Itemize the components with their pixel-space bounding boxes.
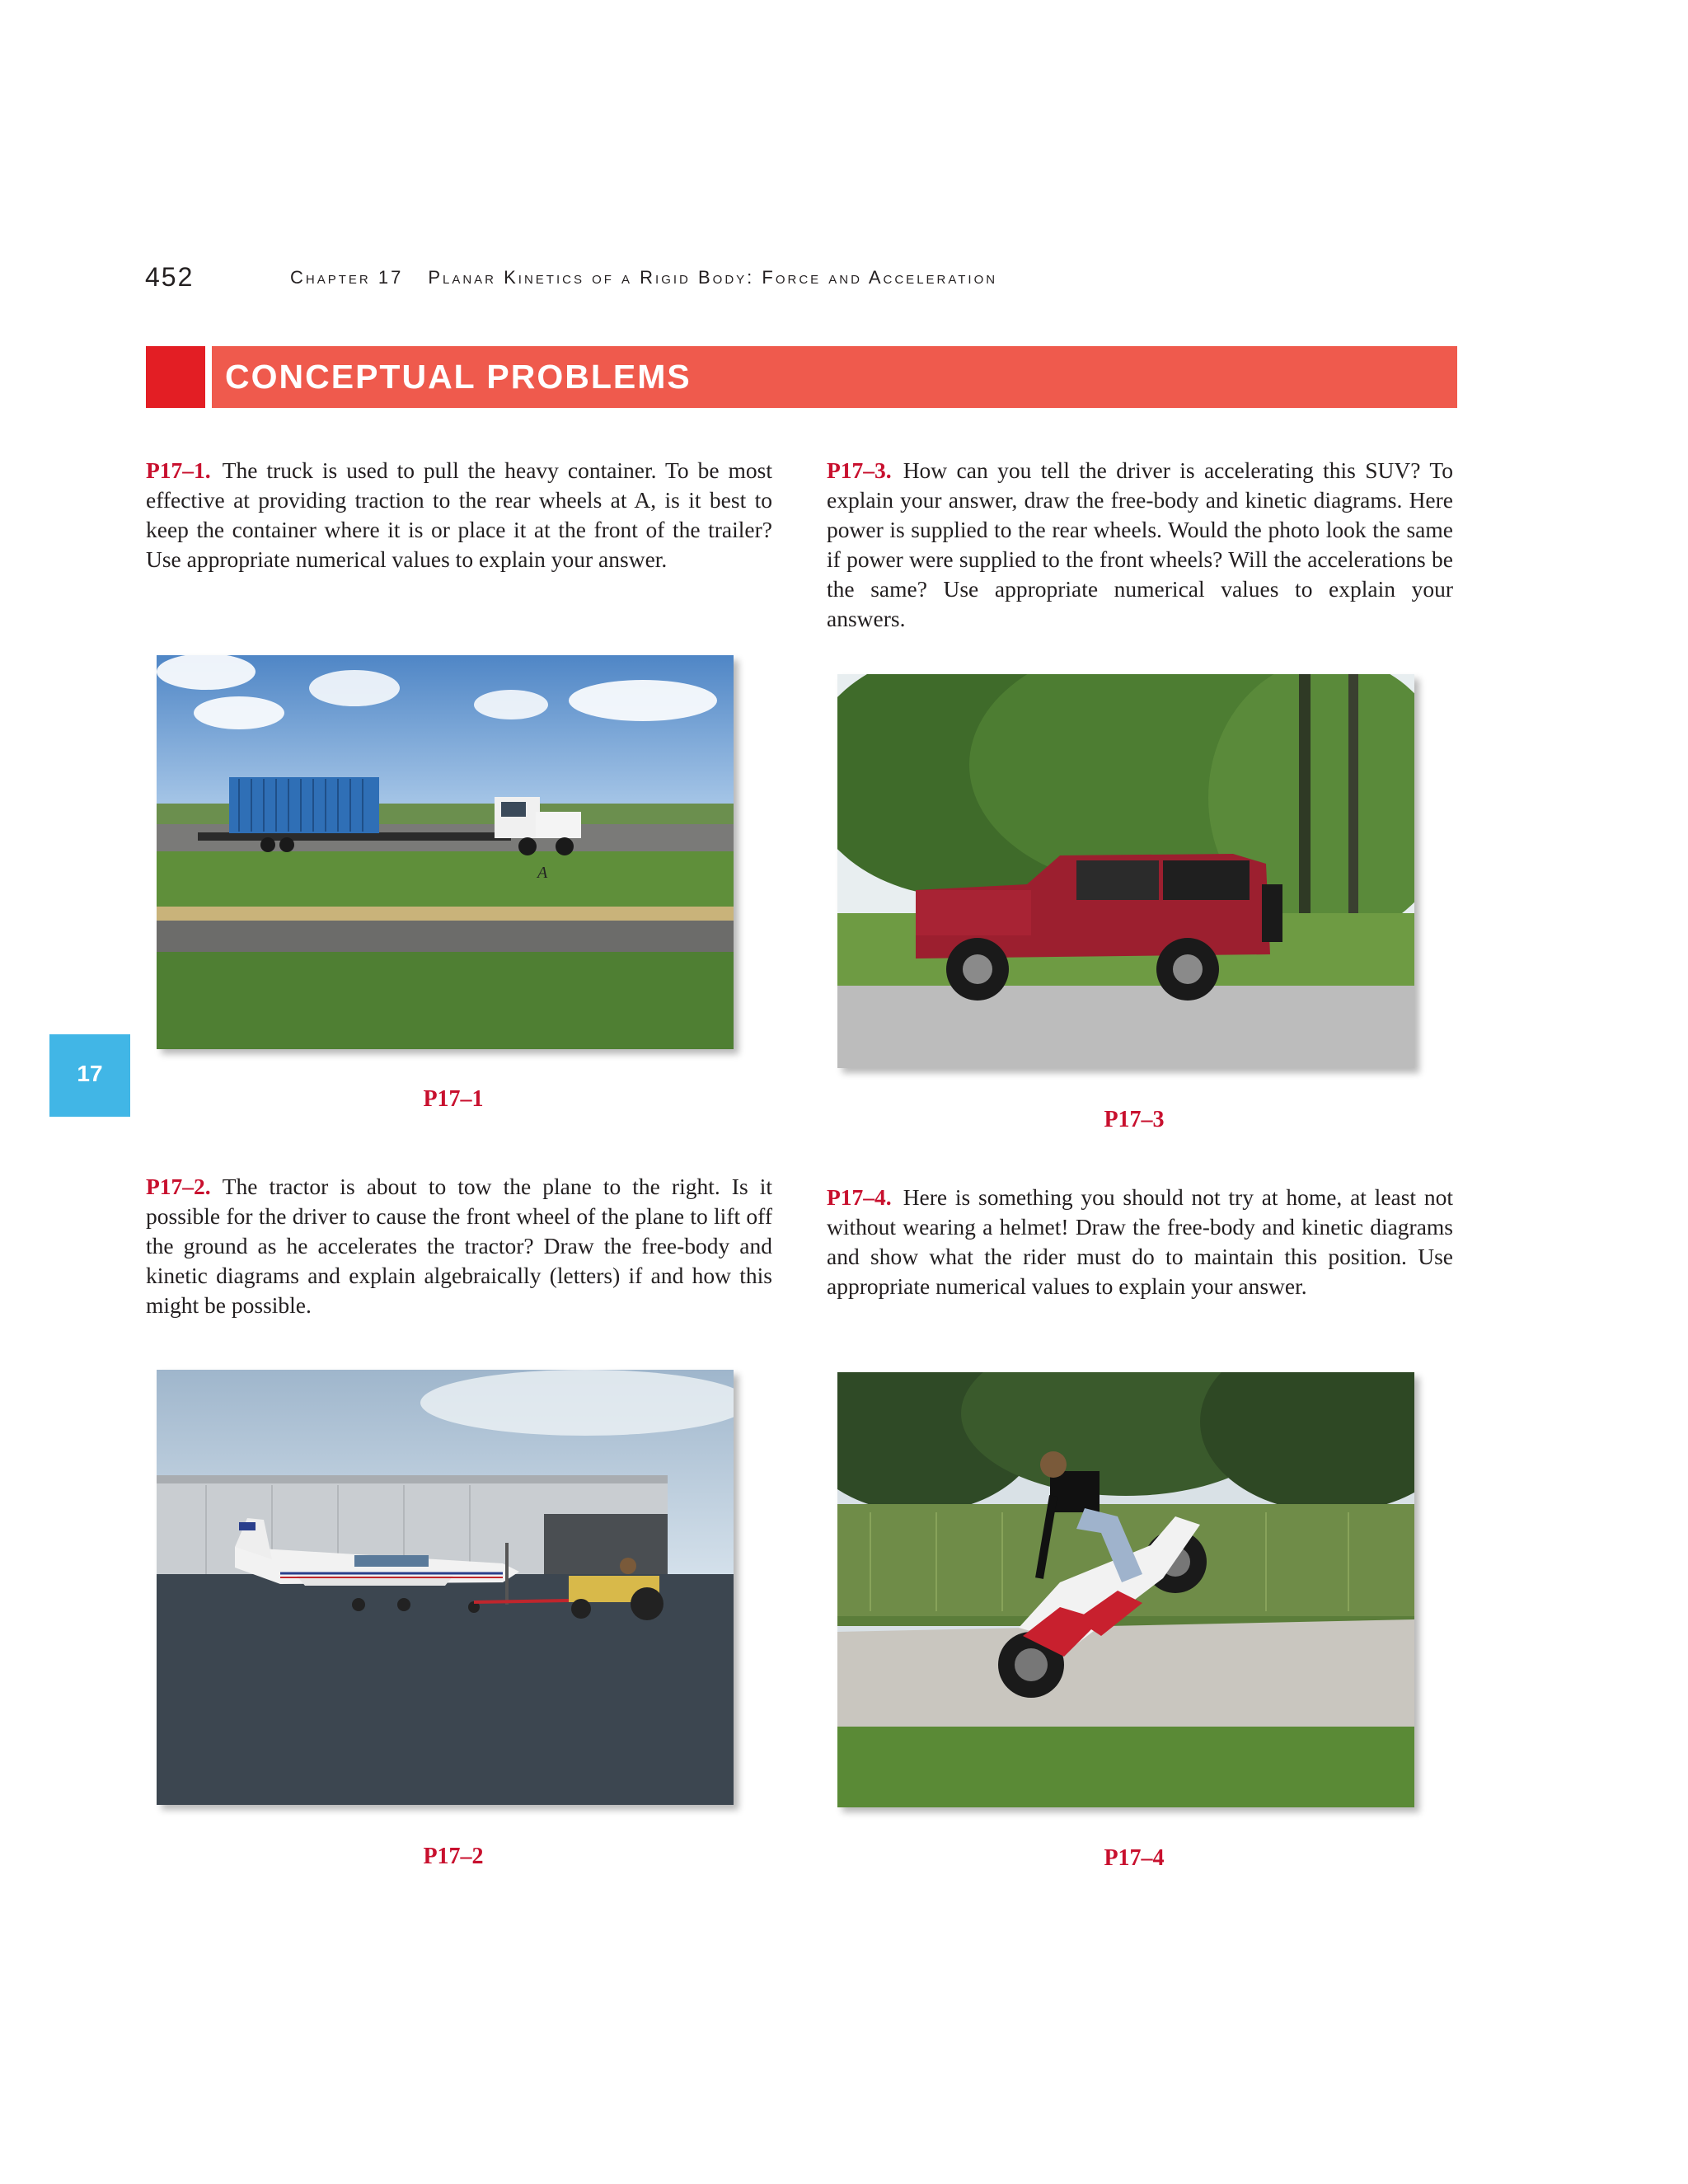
figure-caption: P17–2: [423, 1844, 484, 1869]
problem-p17-2: [146, 1172, 772, 1320]
plane-photo-illustration: [157, 1370, 734, 1805]
photo-truck-container: [157, 655, 734, 1049]
problem-p17-1: [146, 456, 772, 574]
truck-photo-illustration: [157, 655, 734, 1049]
photo-motorcycle: [837, 1372, 1414, 1807]
problem-text: Here is something you should not try at home, at least not without wearing a helmet! Draw the free-body and kinetic diagrams and show what the rider must do to maintain this position. Use appropriate numerical values to explain your answer.: [827, 1184, 1453, 1299]
problem-id: P17–3.: [827, 457, 892, 483]
chapter-label: Chapter 17: [290, 267, 404, 288]
chapter-tab: [49, 1034, 130, 1117]
problem-id: P17–1.: [146, 457, 211, 483]
section-title: CONCEPTUAL PROBLEMS: [225, 358, 692, 396]
chapter-name: Planar Kinetics of a Rigid Body: Force and Acceleration: [428, 267, 998, 288]
photo-tractor-plane: [157, 1370, 734, 1805]
problem-text: How can you tell the driver is accelerating this SUV? To explain your answer, draw the free-body and kinetic diagrams. Here power is supplied to the rear wheels. Would the photo look the same if power were supplied to the front wheels? Will the accelerations be the same? Use appropriate numerical values to explain your answers.: [827, 457, 1453, 631]
photo-suv: [837, 674, 1414, 1068]
section-banner: [146, 346, 1457, 408]
problem-id: P17–4.: [827, 1184, 892, 1210]
running-head: [145, 262, 1464, 295]
problem-p17-3: [827, 456, 1453, 634]
suv-photo-illustration: [837, 674, 1414, 1068]
figure-caption: P17–4: [1104, 1845, 1165, 1871]
figure-caption: P17–3: [1104, 1107, 1165, 1132]
problem-id: P17–2.: [146, 1174, 211, 1199]
chapter-title: [290, 267, 1022, 288]
problem-text: The tractor is about to tow the plane to the right. Is it possible for the driver to cause the front wheel of the plane to lift off the ground as he accelerates the tractor? Draw the free-body and kinetic diagrams and explain algebraically (letters) if and how this might be possible.: [146, 1174, 772, 1318]
motorcycle-photo-illustration: [837, 1372, 1414, 1807]
problem-text: The truck is used to pull the heavy container. To be most effective at providing traction to the rear wheels at A, is it best to keep the container where it is or place it at the front of the trailer? Use appropriate numerical values to explain your answer.: [146, 457, 772, 572]
figure-label-a: A: [537, 864, 548, 882]
figure-caption: P17–1: [423, 1086, 484, 1112]
chapter-tab-label: 17: [77, 1061, 103, 1086]
problem-p17-4: [827, 1183, 1453, 1301]
page-number: 452: [145, 262, 195, 292]
banner-square: [146, 346, 205, 408]
